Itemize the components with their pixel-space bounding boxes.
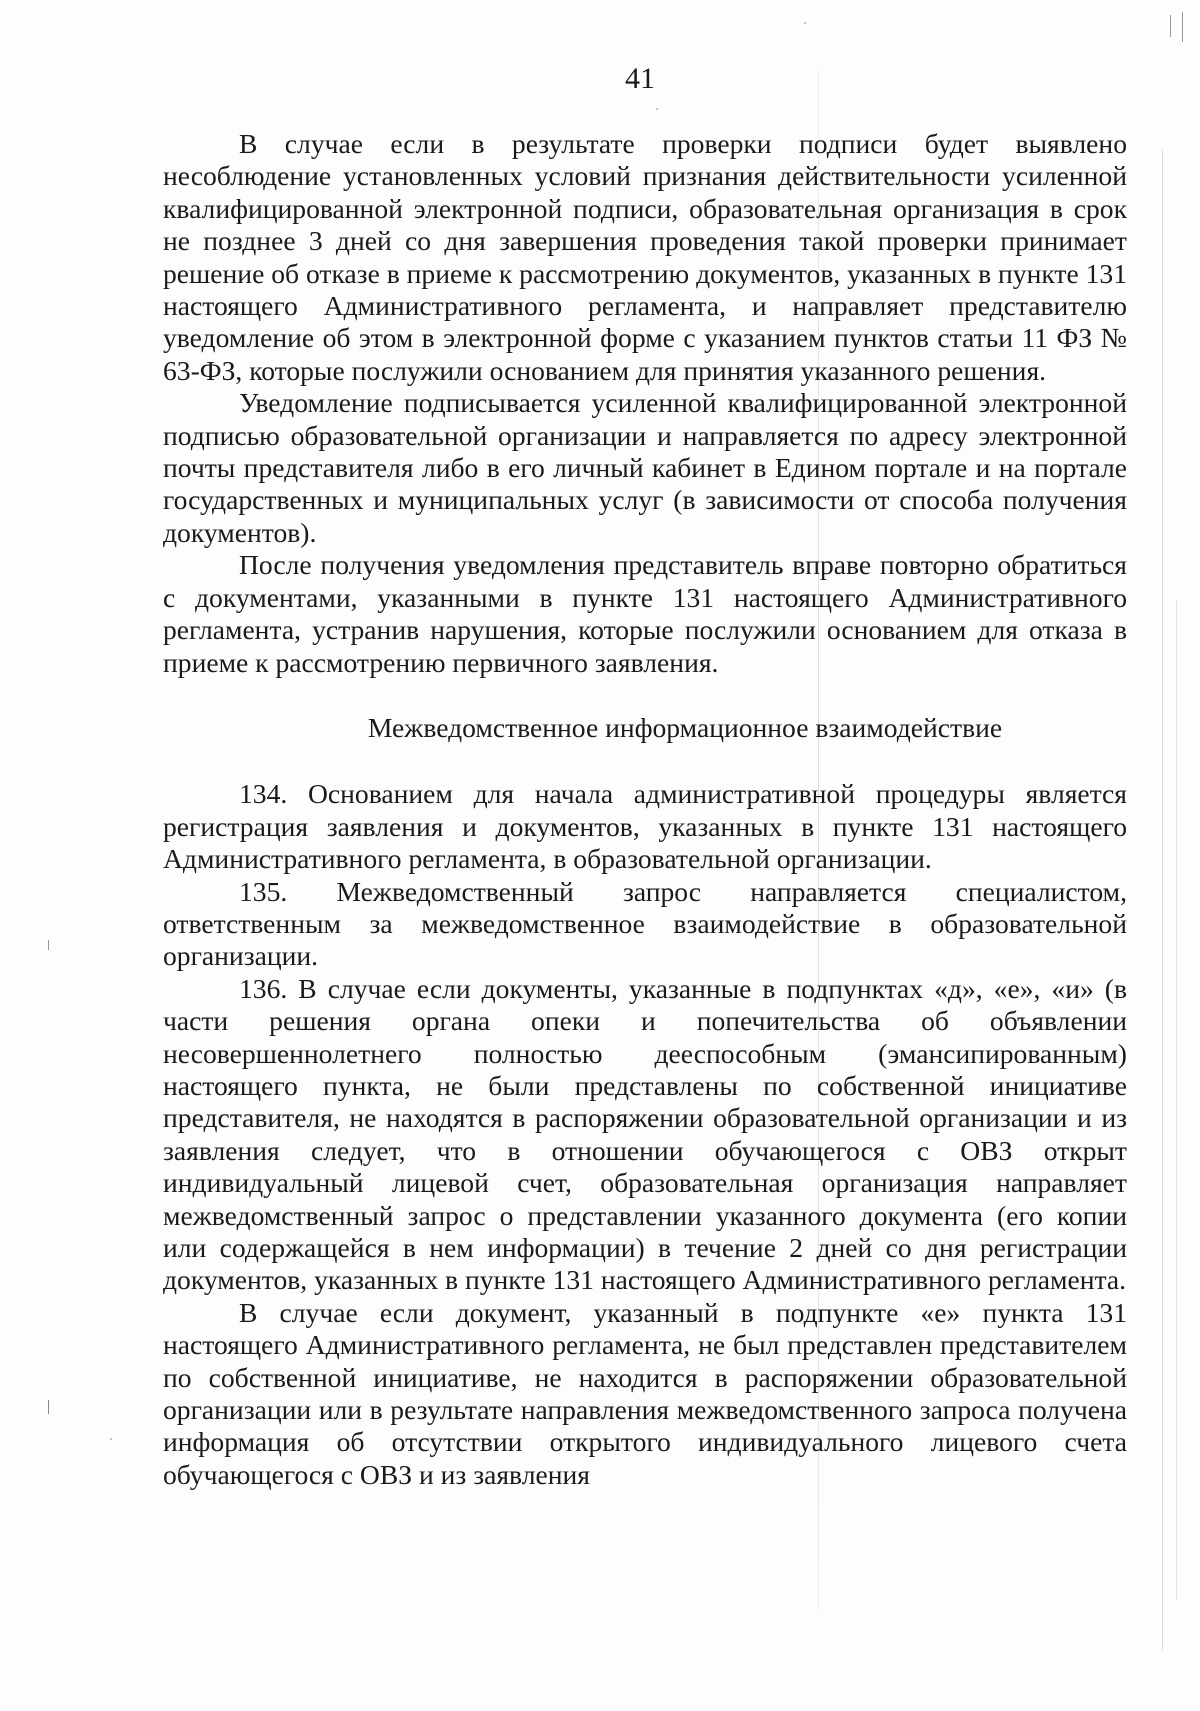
paragraph-135: 135. Межведомственный запрос направляется специалистом, ответственным за межведомственное взаимодействие в образовательной организации. <box>163 875 1127 972</box>
document-body <box>163 128 1127 1491</box>
scan-speck <box>804 22 806 24</box>
paragraph-reapply: После получения уведомления представитель вправе повторно обратиться с документами, указанными в пункте 131 настоящего Административного регламента, устранив нарушения, которые послужили основанием для отказа в приеме к рассмотрению первичного заявления. <box>163 549 1127 678</box>
scan-speck <box>656 108 658 110</box>
scan-edge-mark <box>1176 600 1177 1600</box>
paragraph-136-continued: В случае если документ, указанный в подпункте «е» пункта 131 настоящего Административного регламента, не был представлен представителем по собственной инициативе, не находится в распоряжении образовательной организации или в результате направления межведомственного запроса получена информация об отсутствии открытого индивидуального лицевого счета обучающегося с ОВЗ и из заявления <box>163 1296 1127 1490</box>
scan-edge-mark <box>1162 150 1163 1650</box>
scan-edge-mark <box>1182 12 1183 42</box>
scan-edge-mark <box>48 940 49 950</box>
page-number: 41 <box>625 62 655 95</box>
paragraph-signature-check: В случае если в результате проверки подписи будет выявлено несоблюдение установленных условий признания действительности усиленной квалифицированной электронной подписи, образовательная организация в срок не позднее 3 дней со дня завершения проведения такой проверки принимает решение об отказе в приеме к рассмотрению документов, указанных в пункте 131 настоящего Административного регламента, и направляет представителю уведомление об этом в электронной форме с указанием пунктов статьи 11 ФЗ № 63-ФЗ, которые послужили основанием для принятия указанного решения. <box>163 128 1127 386</box>
paragraph-134: 134. Основанием для начала административной процедуры является регистрация заявления и документов, указанных в пункте 131 настоящего Административного регламента, в образовательной организации. <box>163 778 1127 875</box>
paragraph-136: 136. В случае если документы, указанные в подпунктах «д», «е», «и» (в части решения органа опеки и попечительства об объявлении несовершеннолетнего полностью дееспособным (эмансипированным) настоящего пункта, не были представлены по собственной инициативе представителя, не находятся в распоряжении образовательной организации и из заявления следует, что в отношении обучающегося с ОВЗ открыт индивидуальный лицевой счет, образовательная организация направляет межведомственный запрос о представлении указанного документа (его копии или содержащейся в нем информации) в течение 2 дней со дня регистрации документов, указанных в пункте 131 настоящего Административного регламента. <box>163 972 1127 1296</box>
section-heading: Межведомственное информационное взаимодействие <box>367 711 1003 743</box>
scan-edge-mark <box>48 1400 49 1414</box>
scan-edge-mark <box>1170 15 1171 37</box>
paragraph-notification: Уведомление подписывается усиленной квалифицированной электронной подписью образовательной организации и направляется по адресу электронной почты представителя либо в его личный кабинет в Едином портале и на портале государственных и муниципальных услуг (в зависимости от способа получения документов). <box>163 387 1127 548</box>
scan-speck <box>110 1438 112 1440</box>
